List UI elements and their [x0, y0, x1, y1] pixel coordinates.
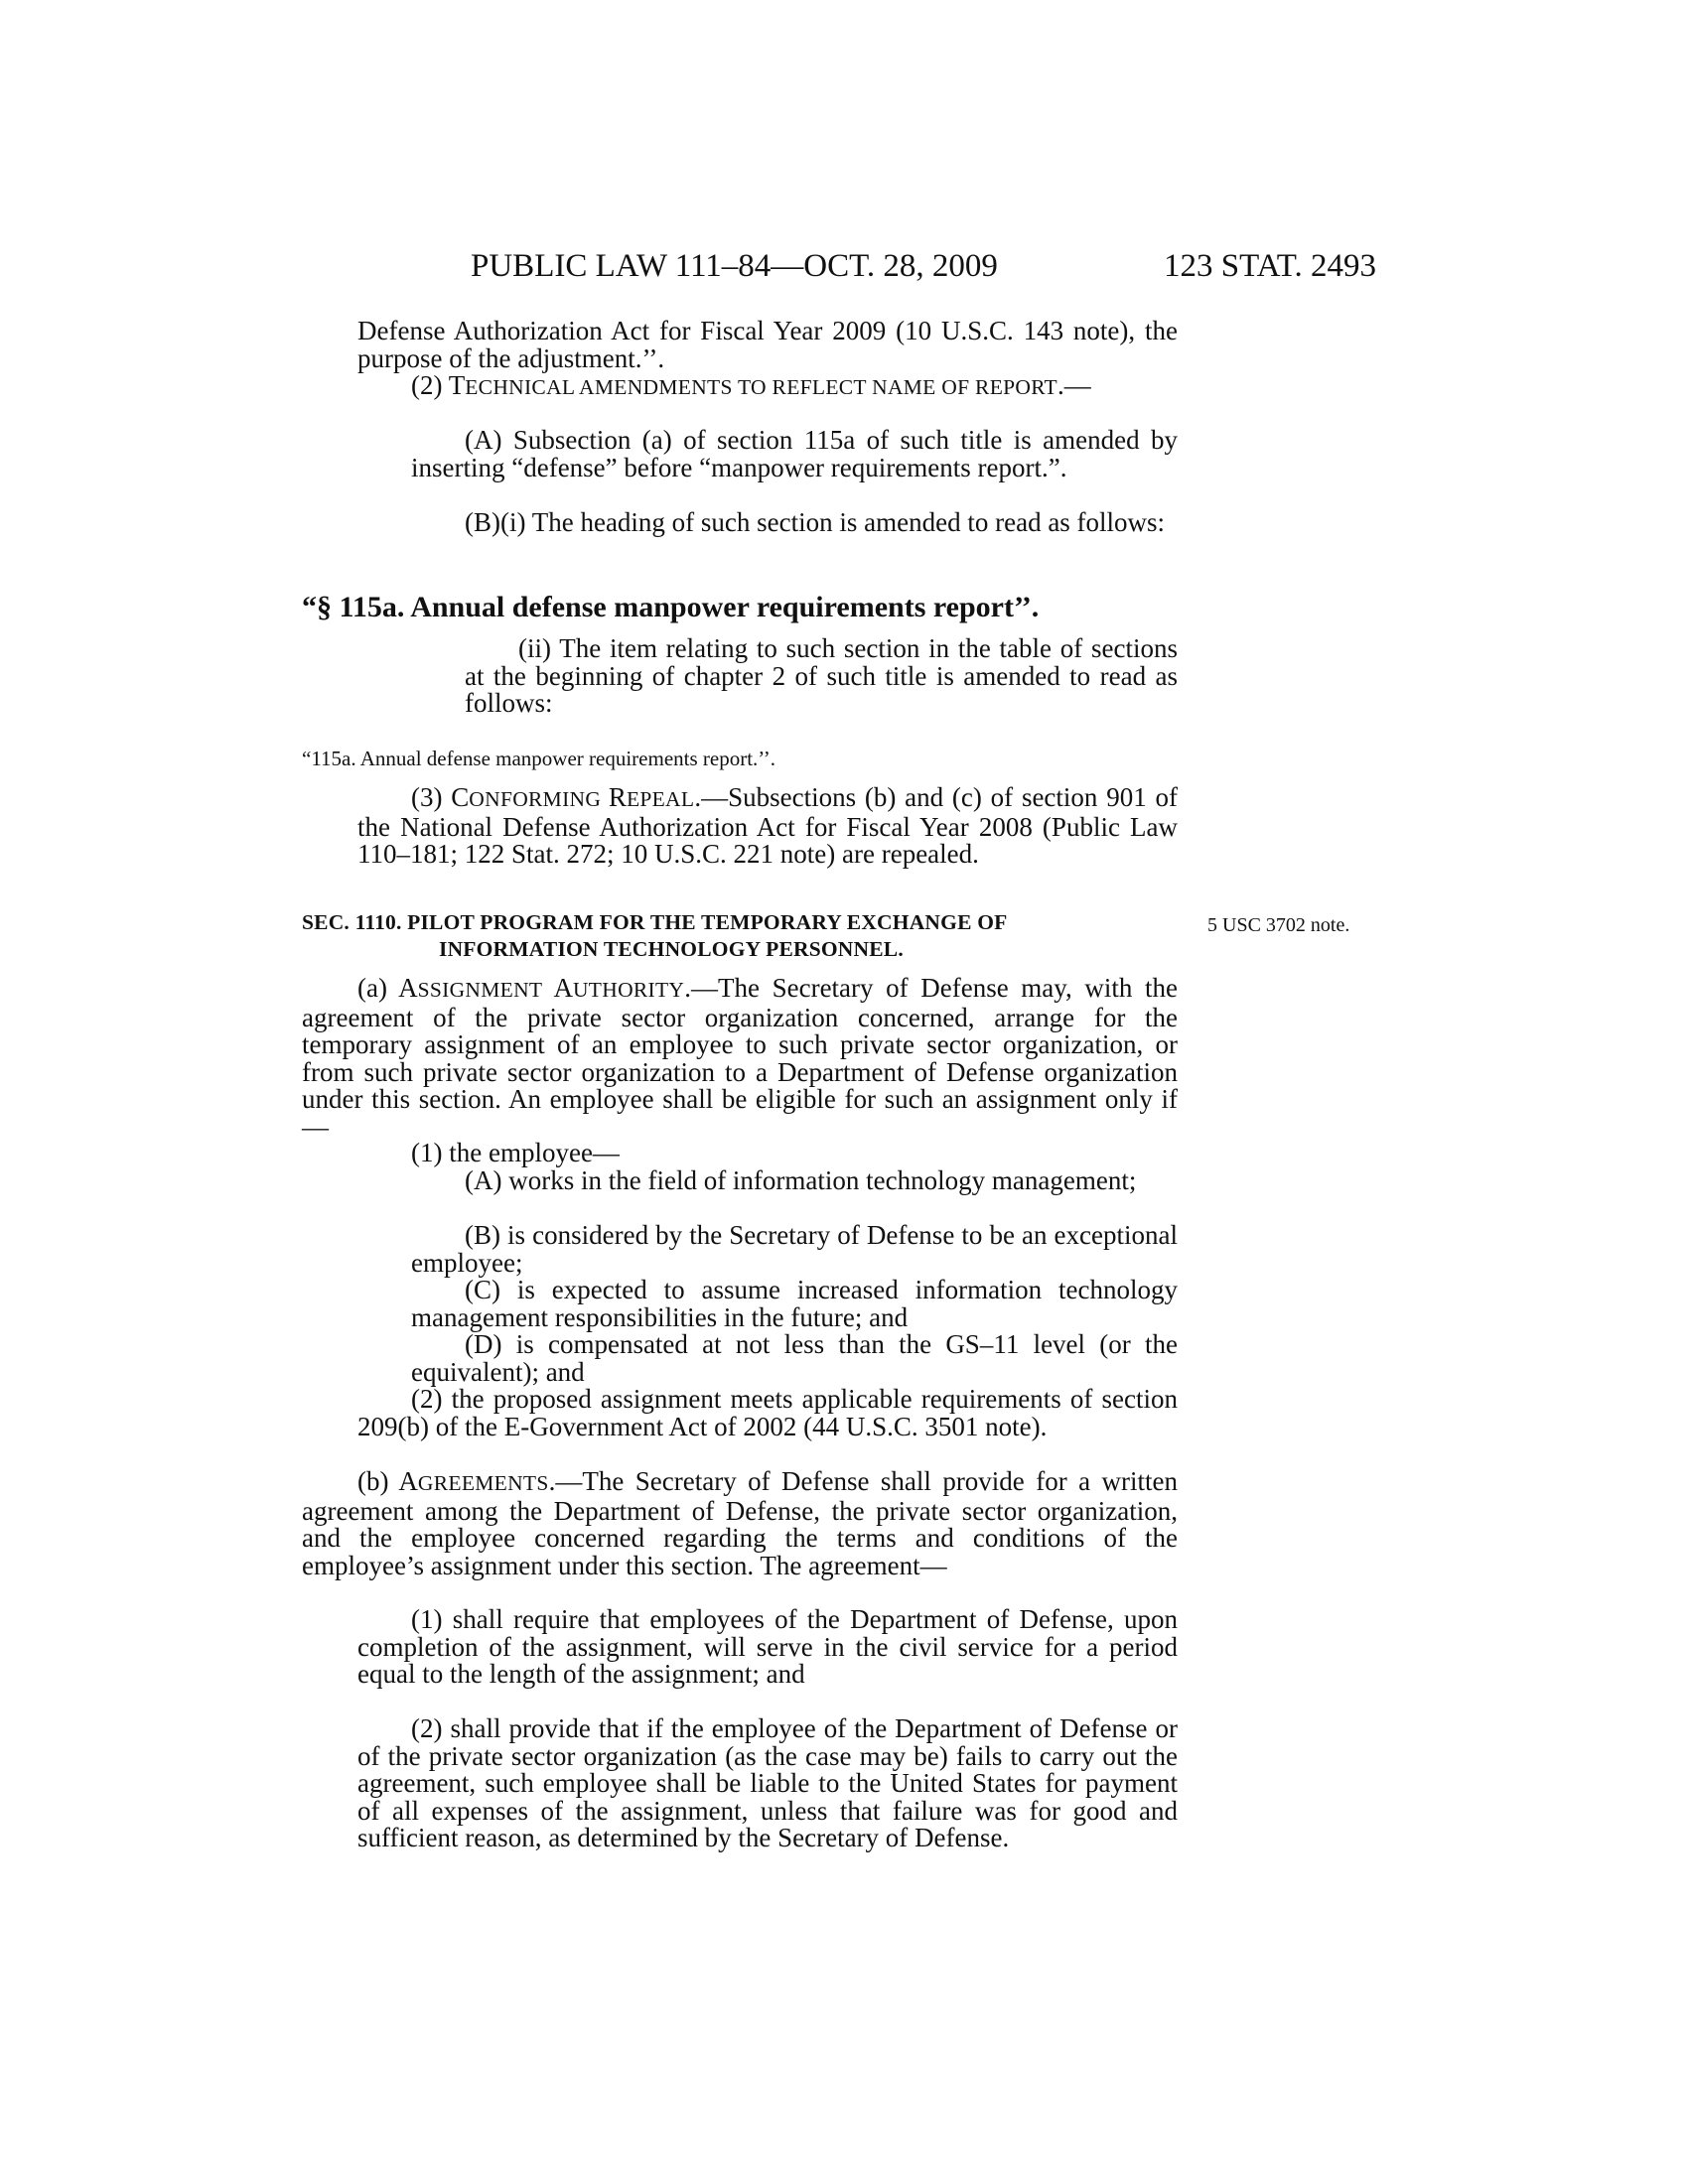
para-2-heading-rest: ECHNICAL AMENDMENTS TO REFLECT NAME OF REPORT [465, 375, 1057, 399]
paragraph-a1D-compensation: (D) is compensated at not less than the GS–11 level (or the equivalent); and [411, 1329, 1178, 1387]
paragraph-2B-ii-table-amendment: (ii) The item relating to such section in the table of sections at the beginning of chapter 2 of such title is amended to read as follows: [465, 633, 1178, 719]
table-of-sections-item: “115a. Annual defense manpower requirements report.’’. [302, 747, 775, 770]
header-public-law-title: PUBLIC LAW 111–84—OCT. 28, 2009 [471, 248, 998, 284]
paragraph-3-conforming-repeal [357, 784, 1178, 869]
sub-a-heading-rest-1: SSIGNMENT [417, 978, 554, 1002]
paragraph-b1-civil-service: (1) shall require that employees of the Department of Defense, upon completion of the assignment, will serve in the civil service for a period equal to the length of the assignment; and [357, 1604, 1178, 1690]
sub-a-body: .—The Secretary of Defense may, with the agreement of the private sector organization concerned, arrange for the temporary assignment of an employee to such private sector organization, or from such private sector organization to a Department of Defense organization under this section. An employee shall be eligible for such an assignment only if— [302, 973, 1178, 1142]
section-115a-heading: “§ 115a. Annual defense manpower requirements report’’. [302, 591, 1040, 623]
para-2-number: (2) [411, 370, 449, 400]
paragraph-continuation: Defense Authorization Act for Fiscal Year 2009 (10 U.S.C. 143 note), the purpose of the adjustment.’’. [357, 316, 1178, 373]
para-3-heading-cap-2: R [608, 782, 627, 812]
sub-b-body: .—The Secretary of Defense shall provide for a written agreement among the Department of Defense, the private sector organization, and the employee concerned regarding the terms and conditions of the employee’s assignment under this section. The agreement— [302, 1466, 1178, 1580]
paragraph-a2-requirements: (2) the proposed assignment meets applicable requirements of section 209(b) of the E-Government Act of 2002 (44 U.S.C. 3501 note). [357, 1384, 1178, 1441]
paragraph-a1A-information-technology: (A) works in the field of information technology management; [465, 1165, 1137, 1195]
sub-b-heading-cap: A [398, 1466, 418, 1496]
section-heading-line-1: SEC. 1110. PILOT PROGRAM FOR THE TEMPORARY EXCHANGE OF [302, 910, 1008, 934]
paragraph-a1B-exceptional-employee: (B) is considered by the Secretary of Defense to be an exceptional employee; [411, 1220, 1178, 1278]
para-2-heading-end: .— [1057, 370, 1091, 400]
section-1110-heading [302, 909, 1182, 963]
header-stat-citation: 123 STAT. 2493 [1163, 248, 1376, 284]
paragraph-a1C-responsibilities: (C) is expected to assume increased information technology management responsibilities in the future; and [411, 1275, 1178, 1332]
paragraph-2-technical-amendments [357, 372, 1178, 402]
para-3-number: (3) [411, 782, 452, 812]
running-header [302, 244, 1376, 288]
para-2-heading-cap: T [448, 370, 466, 400]
sub-a-number: (a) [357, 973, 399, 1003]
para-3-body: .—Subsections (b) and (c) of section 901 of the National Defense Authorization Act for Fiscal Year 2008 (Public Law 110–181; 122 Stat. 272; 10 U.S.C. 221 note) are repealed. [357, 782, 1178, 870]
usc-margin-note: 5 USC 3702 note. [1207, 914, 1350, 936]
para-3-heading-rest-1: ONFORMING [469, 787, 609, 811]
sub-a-heading-cap-1: A [398, 973, 418, 1003]
subsection-b-agreements [302, 1468, 1178, 1579]
paragraph-2B-heading-amendment: (B)(i) The heading of such section is amended to read as follows: [465, 507, 1166, 537]
section-heading-line-2: INFORMATION TECHNOLOGY PERSONNEL. [439, 937, 904, 961]
sub-b-heading-rest: GREEMENTS [417, 1471, 549, 1495]
para-3-heading-cap-1: C [451, 782, 470, 812]
paragraph-a1-employee: (1) the employee— [411, 1138, 620, 1167]
paragraph-b2-liability: (2) shall provide that if the employee of the Department of Defense or of the private sector organization (as the case may be) fails to carry out the agreement, such employee shall be liable to the United States for payment of all expenses of the assignment, unless that failure was for good and sufficient reason, as determined by the Secretary of Defense. [357, 1713, 1178, 1853]
sub-a-heading-rest-2: UTHORITY [572, 978, 685, 1002]
sub-b-number: (b) [357, 1466, 399, 1496]
para-3-heading-rest-2: EPEAL [626, 787, 695, 811]
subsection-a-assignment-authority [302, 975, 1178, 1142]
sub-a-heading-cap-2: A [553, 973, 573, 1003]
paragraph-2A-subsection-amendment: (A) Subsection (a) of section 115a of such title is amended by inserting “defense” before “manpower requirements report.”. [411, 425, 1178, 482]
